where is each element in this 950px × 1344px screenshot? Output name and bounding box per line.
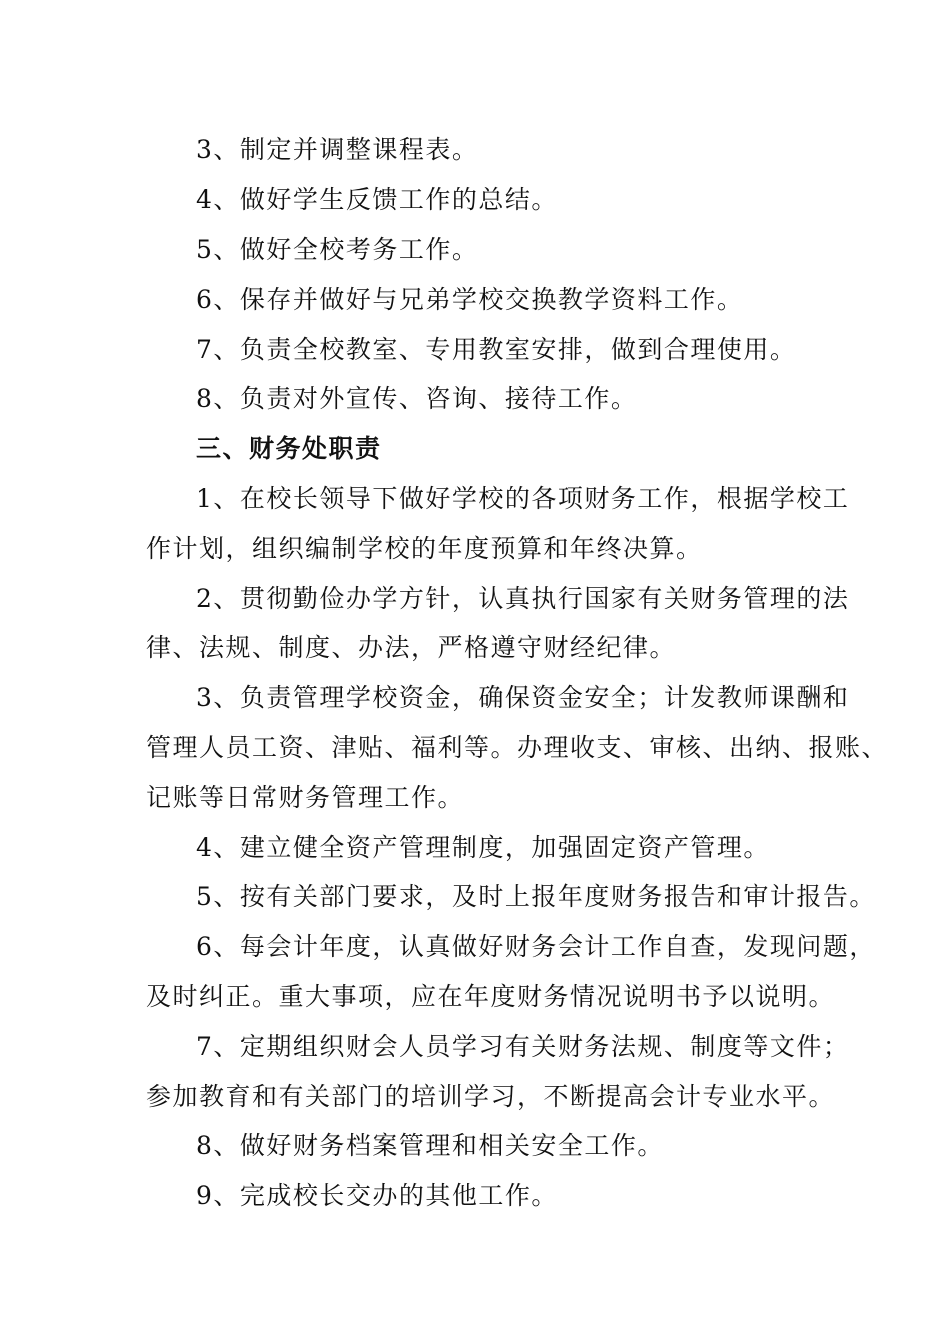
list-item: 3、制定并调整课程表。 — [196, 135, 479, 164]
list-item: 5、做好全校考务工作。 — [196, 235, 479, 264]
paragraph-line: 作计划，组织编制学校的年度预算和年终决算。 — [146, 534, 703, 563]
paragraph-line: 8、做好财务档案管理和相关安全工作。 — [196, 1131, 664, 1160]
section-heading: 三、财务处职责 — [196, 434, 382, 463]
paragraph-line: 及时纠正。重大事项，应在年度财务情况说明书予以说明。 — [146, 982, 836, 1011]
paragraph-line: 1、在校长领导下做好学校的各项财务工作，根据学校工 — [196, 484, 850, 513]
paragraph-line: 6、每会计年度，认真做好财务会计工作自查，发现问题， — [196, 932, 876, 961]
paragraph-line: 律、法规、制度、办法，严格遵守财经纪律。 — [146, 633, 677, 662]
paragraph-line: 2、贯彻勤俭办学方针，认真执行国家有关财务管理的法 — [196, 584, 850, 613]
paragraph-line: 管理人员工资、津贴、福利等。办理收支、审核、出纳、报账、 — [146, 733, 889, 762]
paragraph-line: 参加教育和有关部门的培训学习，不断提高会计专业水平。 — [146, 1082, 836, 1111]
paragraph-line: 9、完成校长交办的其他工作。 — [196, 1181, 558, 1210]
list-item: 8、负责对外宣传、咨询、接待工作。 — [196, 384, 638, 413]
paragraph-line: 7、定期组织财会人员学习有关财务法规、制度等文件； — [196, 1032, 850, 1061]
list-item: 4、做好学生反馈工作的总结。 — [196, 185, 558, 214]
paragraph-line: 记账等日常财务管理工作。 — [146, 783, 465, 812]
paragraph-line: 5、按有关部门要求，及时上报年度财务报告和审计报告。 — [196, 882, 876, 911]
paragraph-line: 4、建立健全资产管理制度，加强固定资产管理。 — [196, 833, 770, 862]
list-item: 6、保存并做好与兄弟学校交换教学资料工作。 — [196, 285, 744, 314]
list-item: 7、负责全校教室、专用教室安排，做到合理使用。 — [196, 335, 797, 364]
paragraph-line: 3、负责管理学校资金，确保资金安全；计发教师课酬和 — [196, 683, 850, 712]
